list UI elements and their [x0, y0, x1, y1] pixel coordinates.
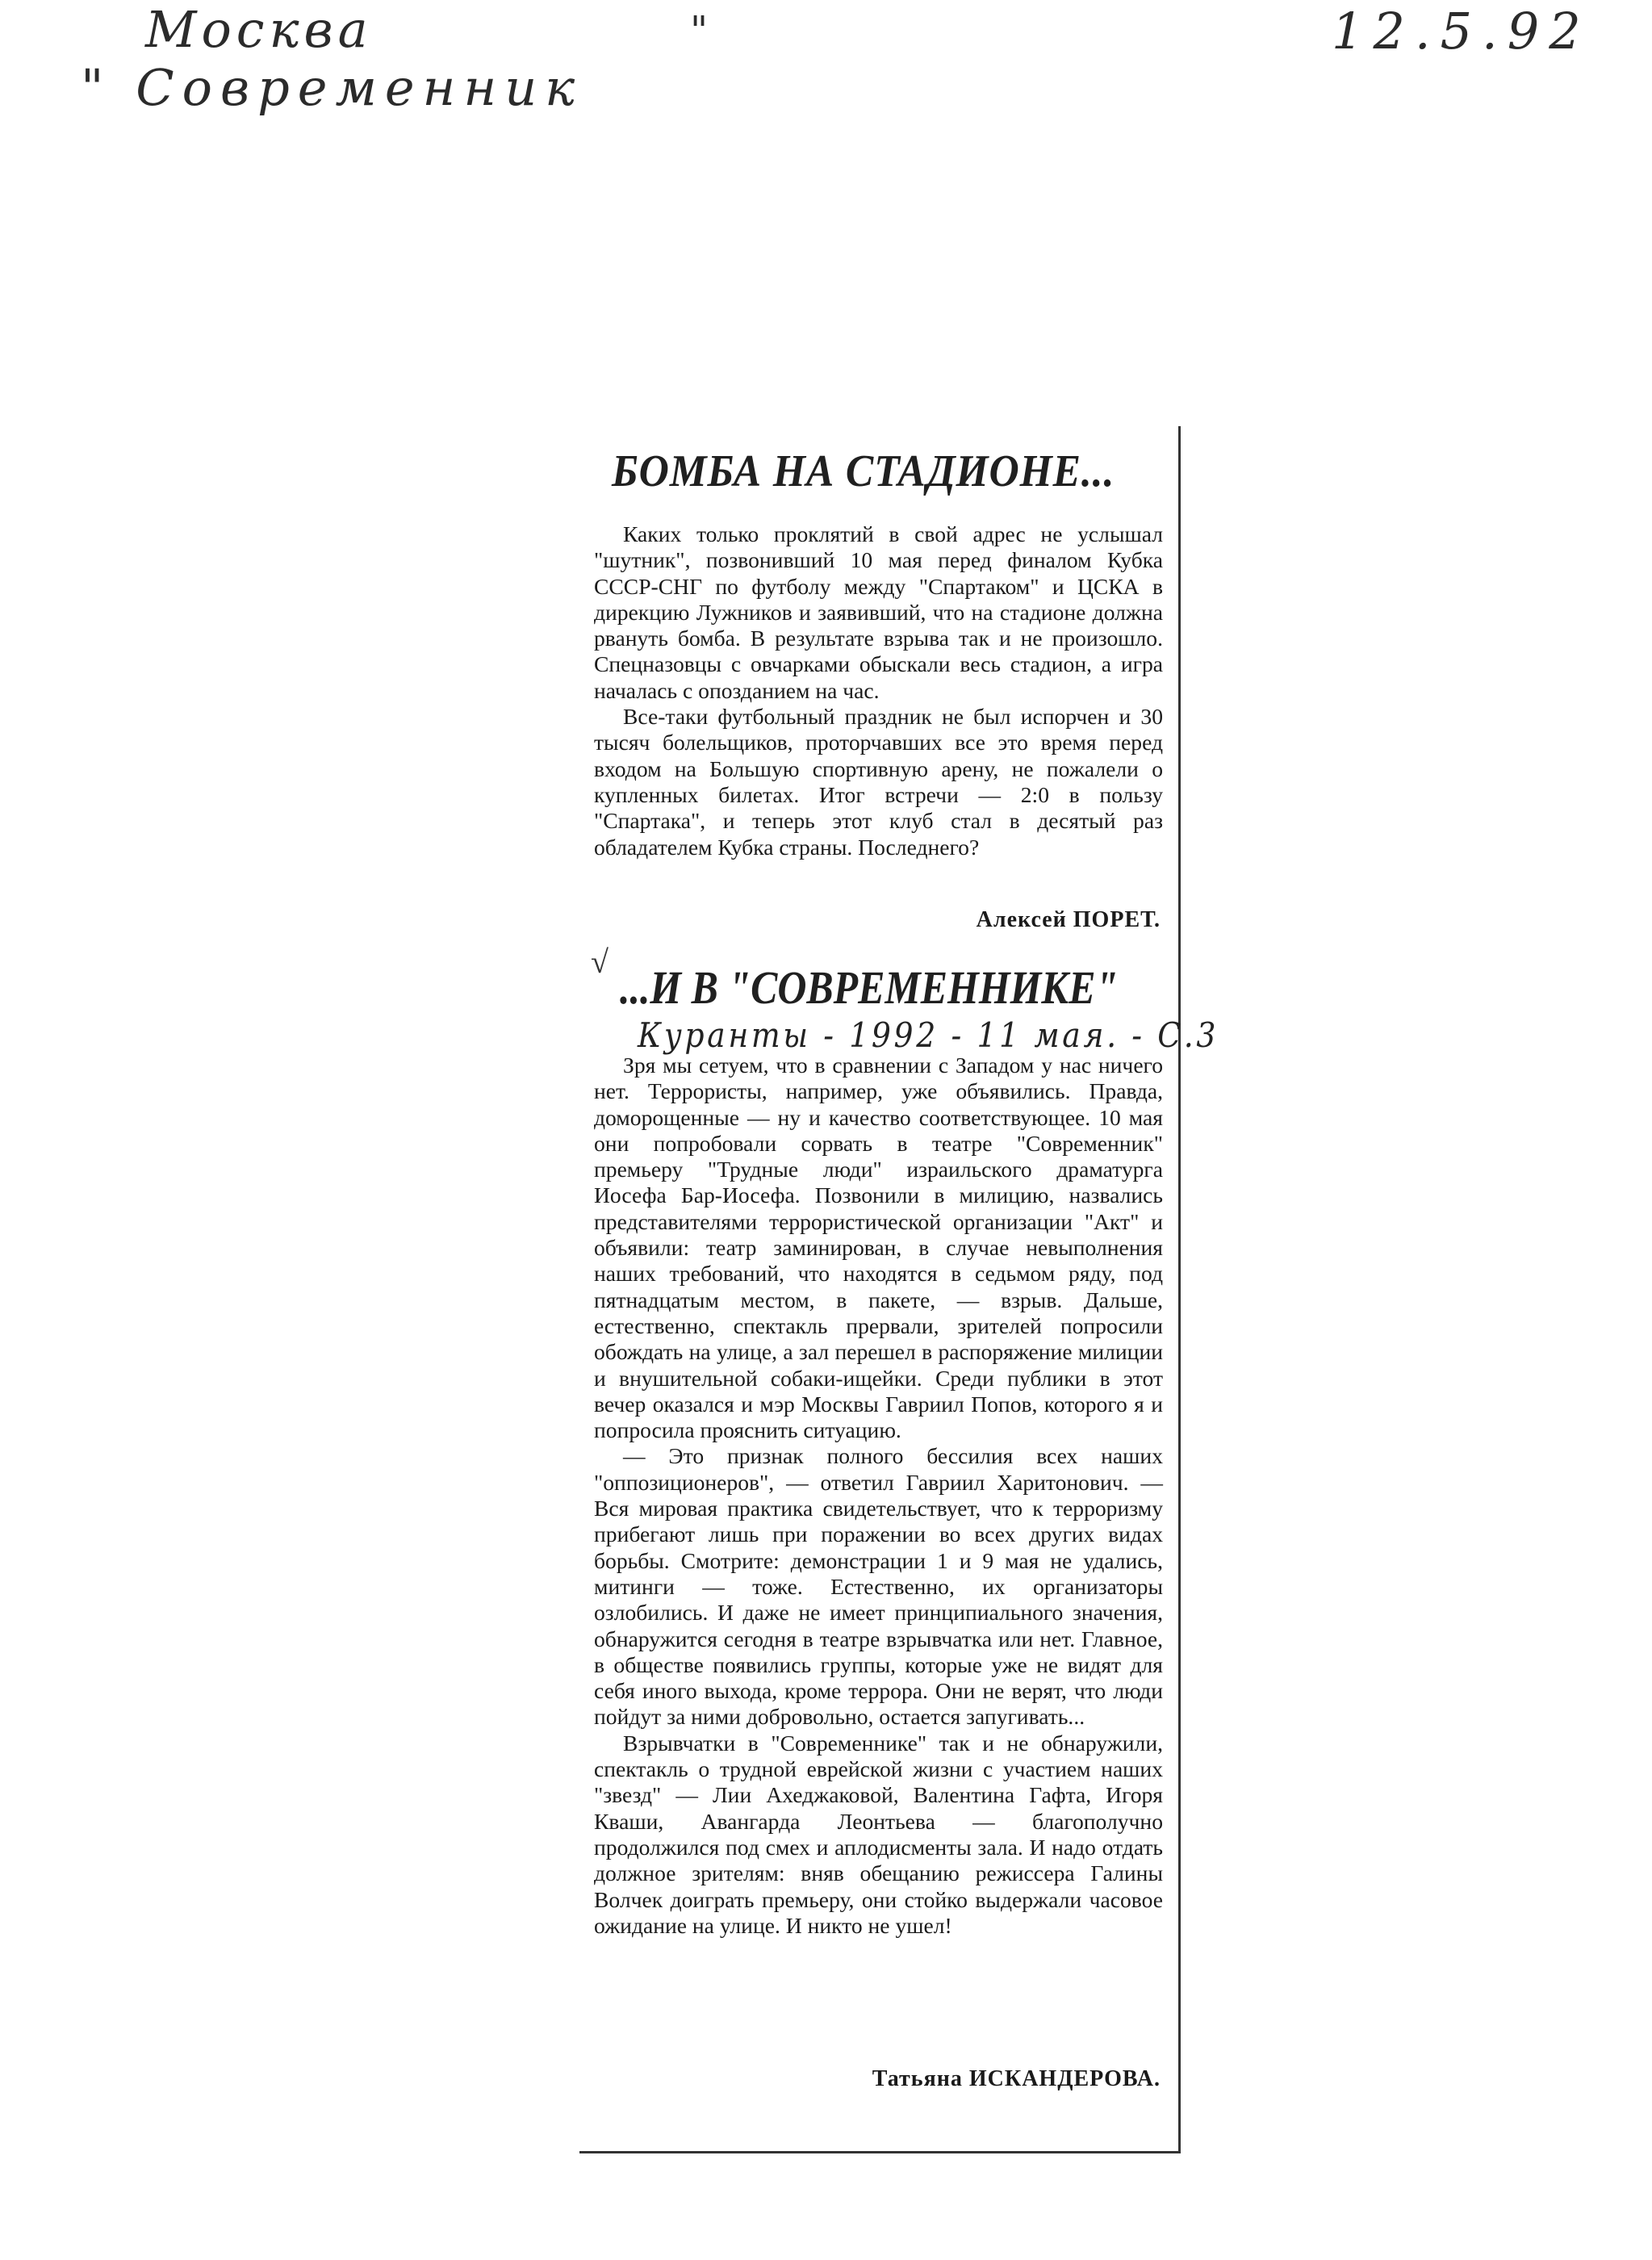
handwritten-date: 12.5.92 [1332, 2, 1591, 61]
handwritten-city-note: Москва [145, 0, 373, 59]
article-title-bomb-stadium: БОМБА НА СТАДИОНЕ... [612, 446, 1115, 496]
article-paragraph: Взрывчатки в "Современнике" так и не обнаружили, спектакль о трудной еврейской жизни с участием наших "звезд" — Лии Ахеджаковой, Валентина Гафта, Игоря Кваши, Авангарда Леонтьева — благополучно продолжился под смех и аплодисменты зала. И надо отдать должное зрителям: вняв обещанию режиссера Галины Волчек доиграть премьеру, они стойко выдержали часовое ожидание на улице. И никто не ушел! [594, 1730, 1163, 1938]
article-author-signature: Татьяна ИСКАНДЕРОВА. [872, 2066, 1161, 2091]
article-paragraph: — Это признак полного бессилия всех наших "оппозиционеров", — ответил Гавриил Харитонович. — Вся мировая практика свидетельствует, что к терроризму прибегают лишь при поражении во всех других видах борьбы. Смотрите: демонстрации 1 и 9 мая не удались, митинги — тоже. Естественно, их организаторы озлобились. И даже не имеет принципиального значения, обнаружится сегодня в театре взрывчатка или нет. Главное, в обществе появились группы, которые уже не видят для себя иного выхода, кроме террора. Они не верят, что люди пойдут за ними добровольно, остается запугивать... [594, 1443, 1163, 1730]
newspaper-clipping [579, 426, 1219, 2153]
handwritten-quote-mark: " [690, 8, 709, 53]
handwritten-newspaper-note: " Современник [81, 58, 583, 117]
article-body-bomb-stadium [594, 521, 1163, 860]
article-body-sovremennik [594, 1053, 1163, 1939]
article-paragraph: Все-таки футбольный праздник не был испорчен и 30 тысяч болельщиков, проторчавших все это время перед входом на Большую спортивную арену, не пожалели о купленных билетах. Итог встречи — 2:0 в пользу "Спартака", и теперь этот клуб стал в десятый раз обладателем Кубка страны. Последнего? [594, 704, 1163, 860]
article-author-signature: Алексей ПОРЕТ. [976, 907, 1161, 932]
handwritten-source-citation: Куранты - 1992 - 11 мая. - С.3 [638, 1015, 1219, 1055]
article-title-sovremennik: ...И В "СОВРЕМЕННИКЕ" [620, 961, 1119, 1014]
check-mark-icon: √ [591, 944, 609, 980]
article-paragraph: Зря мы сетуем, что в сравнении с Западом у нас ничего нет. Террористы, например, уже объявились. Правда, доморощенные — ну и качество соответствующее. 10 мая они попробовали сорвать в театре "Современник" премьеру "Трудные люди" израильского драматурга Иосефа Бар-Иосефа. Позвонили в милицию, назвались представителями террористической организации "Акт" и объявили: театр заминирован, в случае невыполнения наших требований, что находятся в седьмом ряду, под пятнадцатым местом, в пакете, — взрыв. Дальше, естественно, спектакль прервали, зрителей попросили обождать на улице, а зал перешел в распоряжение милиции и внушительной собаки-ищейки. Среди публики в этот вечер оказался и мэр Москвы Гавриил Попов, которого я и попросила прояснить ситуацию. [594, 1053, 1163, 1443]
article-paragraph: Каких только проклятий в свой адрес не услышал "шутник", позвонивший 10 мая перед финалом Кубка СССР-СНГ по футболу между "Спартаком" и ЦСКА в дирекцию Лужников и заявивший, что на стадионе должна рвануть бомба. В результате взрыва так и не произошло. Спецназовцы с овчарками обыскали весь стадион, а игра началась с опозданием на час. [594, 521, 1163, 703]
